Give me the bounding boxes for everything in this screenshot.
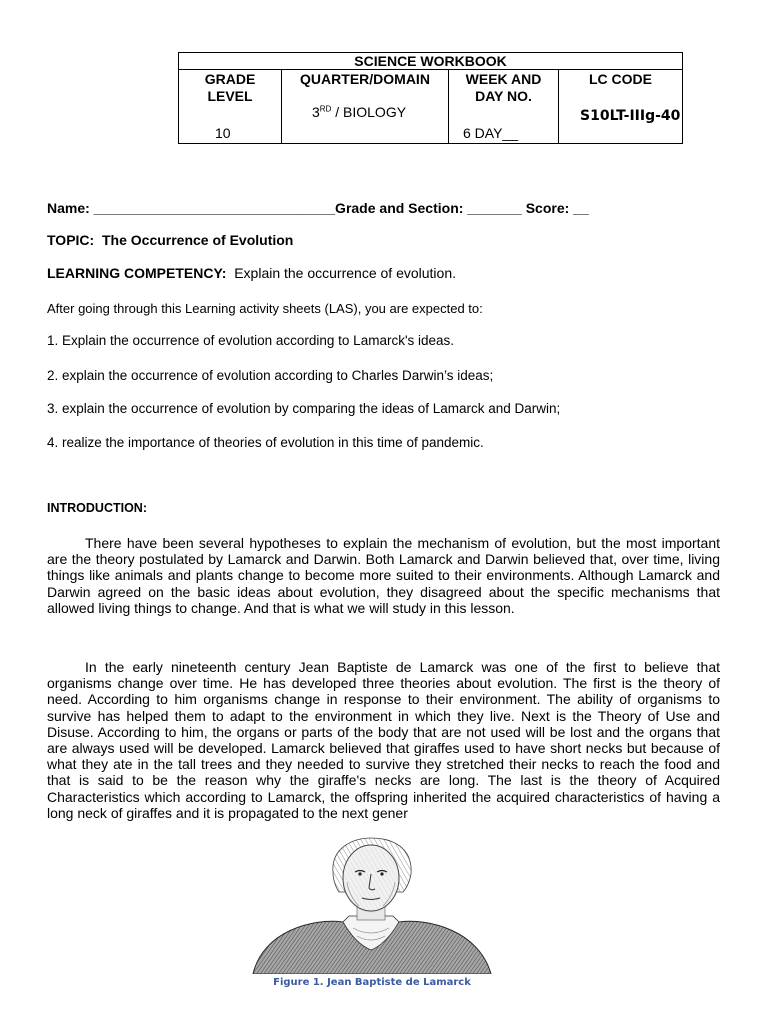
quarter-number: 3 [312,104,320,120]
week-day-label-2: DAY NO. [475,88,532,104]
week-day-cell [449,70,559,144]
grade-level-value: 10 [215,125,231,141]
topic-line [47,232,293,248]
topic-text: The Occurrence of Evolution [101,232,294,248]
quarter-domain-cell [282,70,449,144]
introduction-heading: INTRODUCTION: [47,501,147,515]
competency-text: Explain the occurrence of evolution. [234,265,457,281]
workbook-title: SCIENCE WORKBOOK [179,53,683,70]
quarter-domain-value [312,104,406,120]
objective-4: 4. realize the importance of theories of evolution in this time of pandemic. [47,435,484,450]
figure-caption: Figure 1. Jean Baptiste de Lamarck [273,977,471,988]
lc-code-value: S10LT-IIIg-40 [580,108,681,124]
introduction-paragraph-2: In the early nineteenth century Jean Baptiste de Lamarck was one of the first to believe that organisms change over time. He has developed three theories about evolution. The first is the theory of need. According to him organisms change in response to their environment. The ability of organisms to survive has helped them to adapt to the environment in which they live. Next is the Theory of Use and Disuse. According to him, the organs or parts of the body that are not used will be lost and the organs that are always used will be developed. Lamarck believed that giraffes used to have short necks but because of what they ate in the tall trees and they needed to survive they stretched their necks to reach the food and that is said to be the reason why the giraffe's necks are long. The last is the theory of Acquired Characteristics which according to Lamarck, the offspring inherited the acquired characteristics of having a long neck of giraffes and it is propagated to the next gener [47,659,720,821]
expectation-intro: After going through this Learning activity sheets (LAS), you are expected to: [47,301,483,316]
week-day-value: 6 DAY__ [463,125,518,141]
quarter-domain-label: QUARTER/DOMAIN [300,71,430,87]
workbook-header-table [178,52,683,144]
objective-3: 3. explain the occurrence of evolution by comparing the ideas of Lamarck and Darwin; [47,401,561,416]
grade-level-cell [179,70,282,144]
lc-code-label: LC CODE [589,71,652,87]
week-day-label-1: WEEK AND [465,71,542,87]
lc-code-cell [559,70,683,144]
student-info-line: Name: _______________________________Grade and Section: _______ Score: __ [47,200,589,216]
competency-label: LEARNING COMPETENCY: [47,265,227,281]
objective-2: 2. explain the occurrence of evolution according to Charles Darwin’s ideas; [47,368,494,383]
grade-level-label-1: GRADE [204,71,256,87]
competency-line [47,265,456,281]
grade-level-label-2: LEVEL [207,88,253,104]
objective-1: 1. Explain the occurrence of evolution according to Lamarck's ideas. [47,333,455,348]
quarter-ordinal: RD [319,104,332,114]
domain-name: / BIOLOGY [331,104,407,120]
lamarck-portrait-image [243,836,499,974]
introduction-paragraph-1: There have been several hypotheses to explain the mechanism of evolution, but the most important are the theory postulated by Lamarck and Darwin. Both Lamarck and Darwin believed that, over time, living things like animals and plants change to become more suited to their environments. Although Lamarck and Darwin agreed on the basic ideas about evolution, they disagreed about the specific mechanisms that allowed living things to change. And that is what we will study in this lesson. [47,535,720,616]
topic-label: TOPIC: [47,232,95,248]
